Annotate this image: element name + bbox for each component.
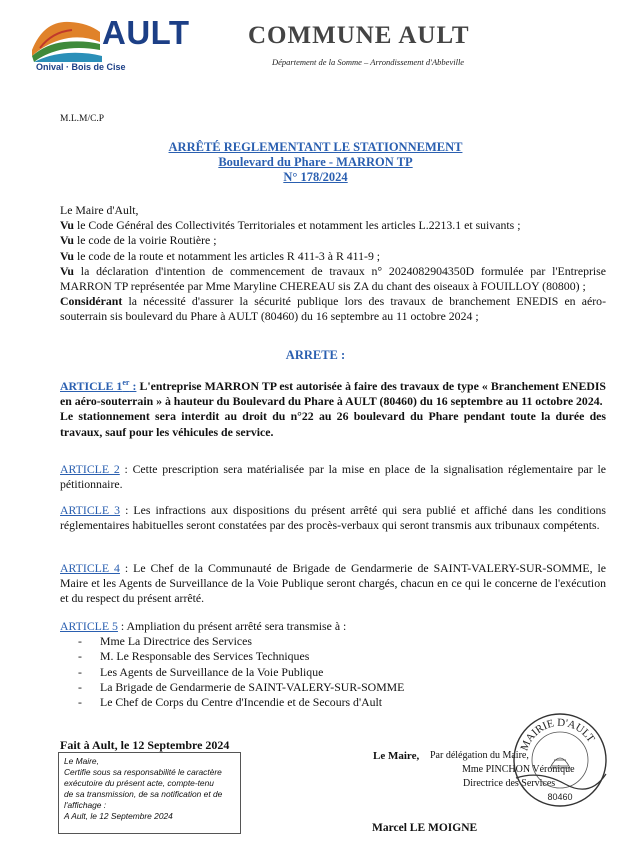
article-4-label: ARTICLE 4 [60, 561, 120, 575]
article-3 [60, 503, 606, 533]
cert-line: A Ault, le 12 Septembre 2024 [64, 811, 173, 821]
considerant-line [60, 294, 606, 324]
vu-text: le code de la route et notamment les articles R 411-3 à R 411-9 ; [76, 248, 381, 263]
title-line-2: Boulevard du Phare - MARRON TP [218, 155, 413, 169]
article-5 [60, 619, 606, 710]
coastline-graphic [30, 12, 110, 64]
department-line: Département de la Somme – Arrondissement d'Abbeville [272, 57, 465, 67]
signature-delegation: Par délégation du Maire, [430, 750, 529, 761]
title-line-3: N° 178/2024 [283, 170, 348, 184]
list-item: - Mme La Directrice des Services [60, 634, 606, 649]
signature-delegate-title: Directrice des Services [463, 778, 556, 789]
vu-text: la déclaration d'intention de commencement de travaux n° 2024082904350D formulée par l'Entreprise MARRON TP représentée par Mme Maryline CHEREAU sis ZA du chant des oiseaux à FOUILLOY (80800) ; [60, 263, 607, 294]
article-2 [60, 462, 606, 492]
logo-tagline: Onival · Bois de Cise [36, 62, 126, 72]
vu-label: Vu [60, 263, 74, 278]
vu-line-2 [60, 233, 606, 248]
list-item: - Le Chef de Corps du Centre d'Incendie et de Secours d'Ault [60, 695, 606, 710]
preamble [60, 203, 606, 325]
cert-line: de sa transmission, de sa notification et de [64, 789, 223, 799]
stamp-text: MAIRIE D'AULT [518, 716, 597, 753]
vu-line-4 [60, 264, 606, 294]
article-1-text: L'entreprise MARRON TP est autorisée à faire des travaux de type « Branchement ENEDIS en aéro-souterrain » à hauteur du Boulevard du Phare à AULT (80460) du 16 septembre au 11 octobre 2024. [60, 378, 606, 409]
article-1-paragraph [60, 375, 606, 409]
considerant-label: Considérant [60, 294, 123, 309]
vu-text: le code de la voirie Routière ; [76, 233, 217, 248]
article-1-label [60, 379, 136, 393]
article-5-label: ARTICLE 5 [60, 619, 118, 633]
intro: Le Maire d'Ault, [60, 203, 139, 217]
article-5-text: : Ampliation du présent arrêté sera transmise à : [117, 619, 347, 633]
list-item: - M. Le Responsable des Services Techniques [60, 649, 606, 664]
arrete-heading: ARRETE : [285, 348, 346, 362]
vu-line-3 [60, 249, 606, 264]
commune-logo [30, 12, 190, 76]
stamp-code: 80460 [547, 792, 573, 802]
vu-line-1 [60, 218, 606, 233]
list-item: - Les Agents de Surveillance de la Voie Publique [60, 665, 606, 680]
vu-label: Vu [60, 233, 74, 248]
cert-line: Certifie sous sa responsabilité le caractère [64, 767, 222, 777]
article-4-text: : Le Chef de la Communauté de Brigade de Gendarmerie de SAINT-VALERY-SUR-SOMME, le Maire et les Agents de Surveillance de la Voie Publique seront chargés, chacun en ce qui le concerne de l'exécution et du respect du présent arrêté. [60, 561, 606, 606]
article-3-label: ARTICLE 3 [60, 503, 121, 517]
cert-line: Le Maire, [64, 756, 99, 766]
article-1 [60, 375, 606, 440]
certification-box [58, 752, 241, 834]
logo-wordmark: AULT [102, 14, 190, 51]
article-3-text: : Les infractions aux dispositions du présent arrêté qui sera publié et affiché dans les conditions réglementaires habituelles seront constatées par des procès-verbaux qui seront transmis aux tribunaux compétents. [60, 503, 606, 533]
done-at: Fait à Ault, le 12 Septembre 2024 [60, 738, 230, 752]
cert-line: l'affichage : [64, 800, 107, 810]
commune-name: COMMUNE AULT [248, 22, 470, 49]
vu-text: le Code Général des Collectivités Territoriales et notamment les articles L.2213.1 et suivants ; [76, 218, 521, 233]
article-4 [60, 561, 606, 607]
signature-scribble [516, 774, 606, 789]
considerant-text: la nécessité d'assurer la sécurité publique lors des travaux de branchement ENEDIS en aéro-souterrain sis boulevard du Phare à AULT (80460) du 16 septembre au 11 octobre 2024 ; [60, 294, 606, 324]
title-line-1: ARRÊTÉ REGLEMENTANT LE STATIONNEMENT [168, 140, 463, 154]
signature-delegate-name: Mme PINCHON Véronique [462, 764, 575, 775]
mairie-stamp [510, 708, 610, 810]
reference-code: M.L.M/C.P [60, 114, 105, 124]
recipient-list [60, 634, 606, 710]
vu-label: Vu [60, 248, 74, 263]
signature-maire-label: Le Maire, [373, 750, 420, 762]
article-2-text: : Cette prescription sera matérialisée par la mise en place de la signalisation réglementaire par le pétitionnaire. [60, 462, 606, 492]
article-1-sup: er [122, 378, 130, 387]
article-2-label: ARTICLE 2 [60, 462, 120, 476]
article-1-label-text: ARTICLE 1 [60, 378, 123, 393]
cert-line: exécutoire du présent acte, compte-tenu [64, 778, 214, 788]
vu-label: Vu [60, 218, 74, 233]
list-item: - La Brigade de Gendarmerie de SAINT-VALERY-SUR-SOMME [60, 680, 606, 695]
article-1-parking: Le stationnement sera interdit au droit du n°22 au 26 boulevard du Phare pendant toute la durée des travaux, sauf pour les véhicules de service. [60, 409, 606, 439]
article-1-colon: : [129, 378, 137, 393]
signer-name: Marcel LE MOIGNE [372, 822, 478, 834]
